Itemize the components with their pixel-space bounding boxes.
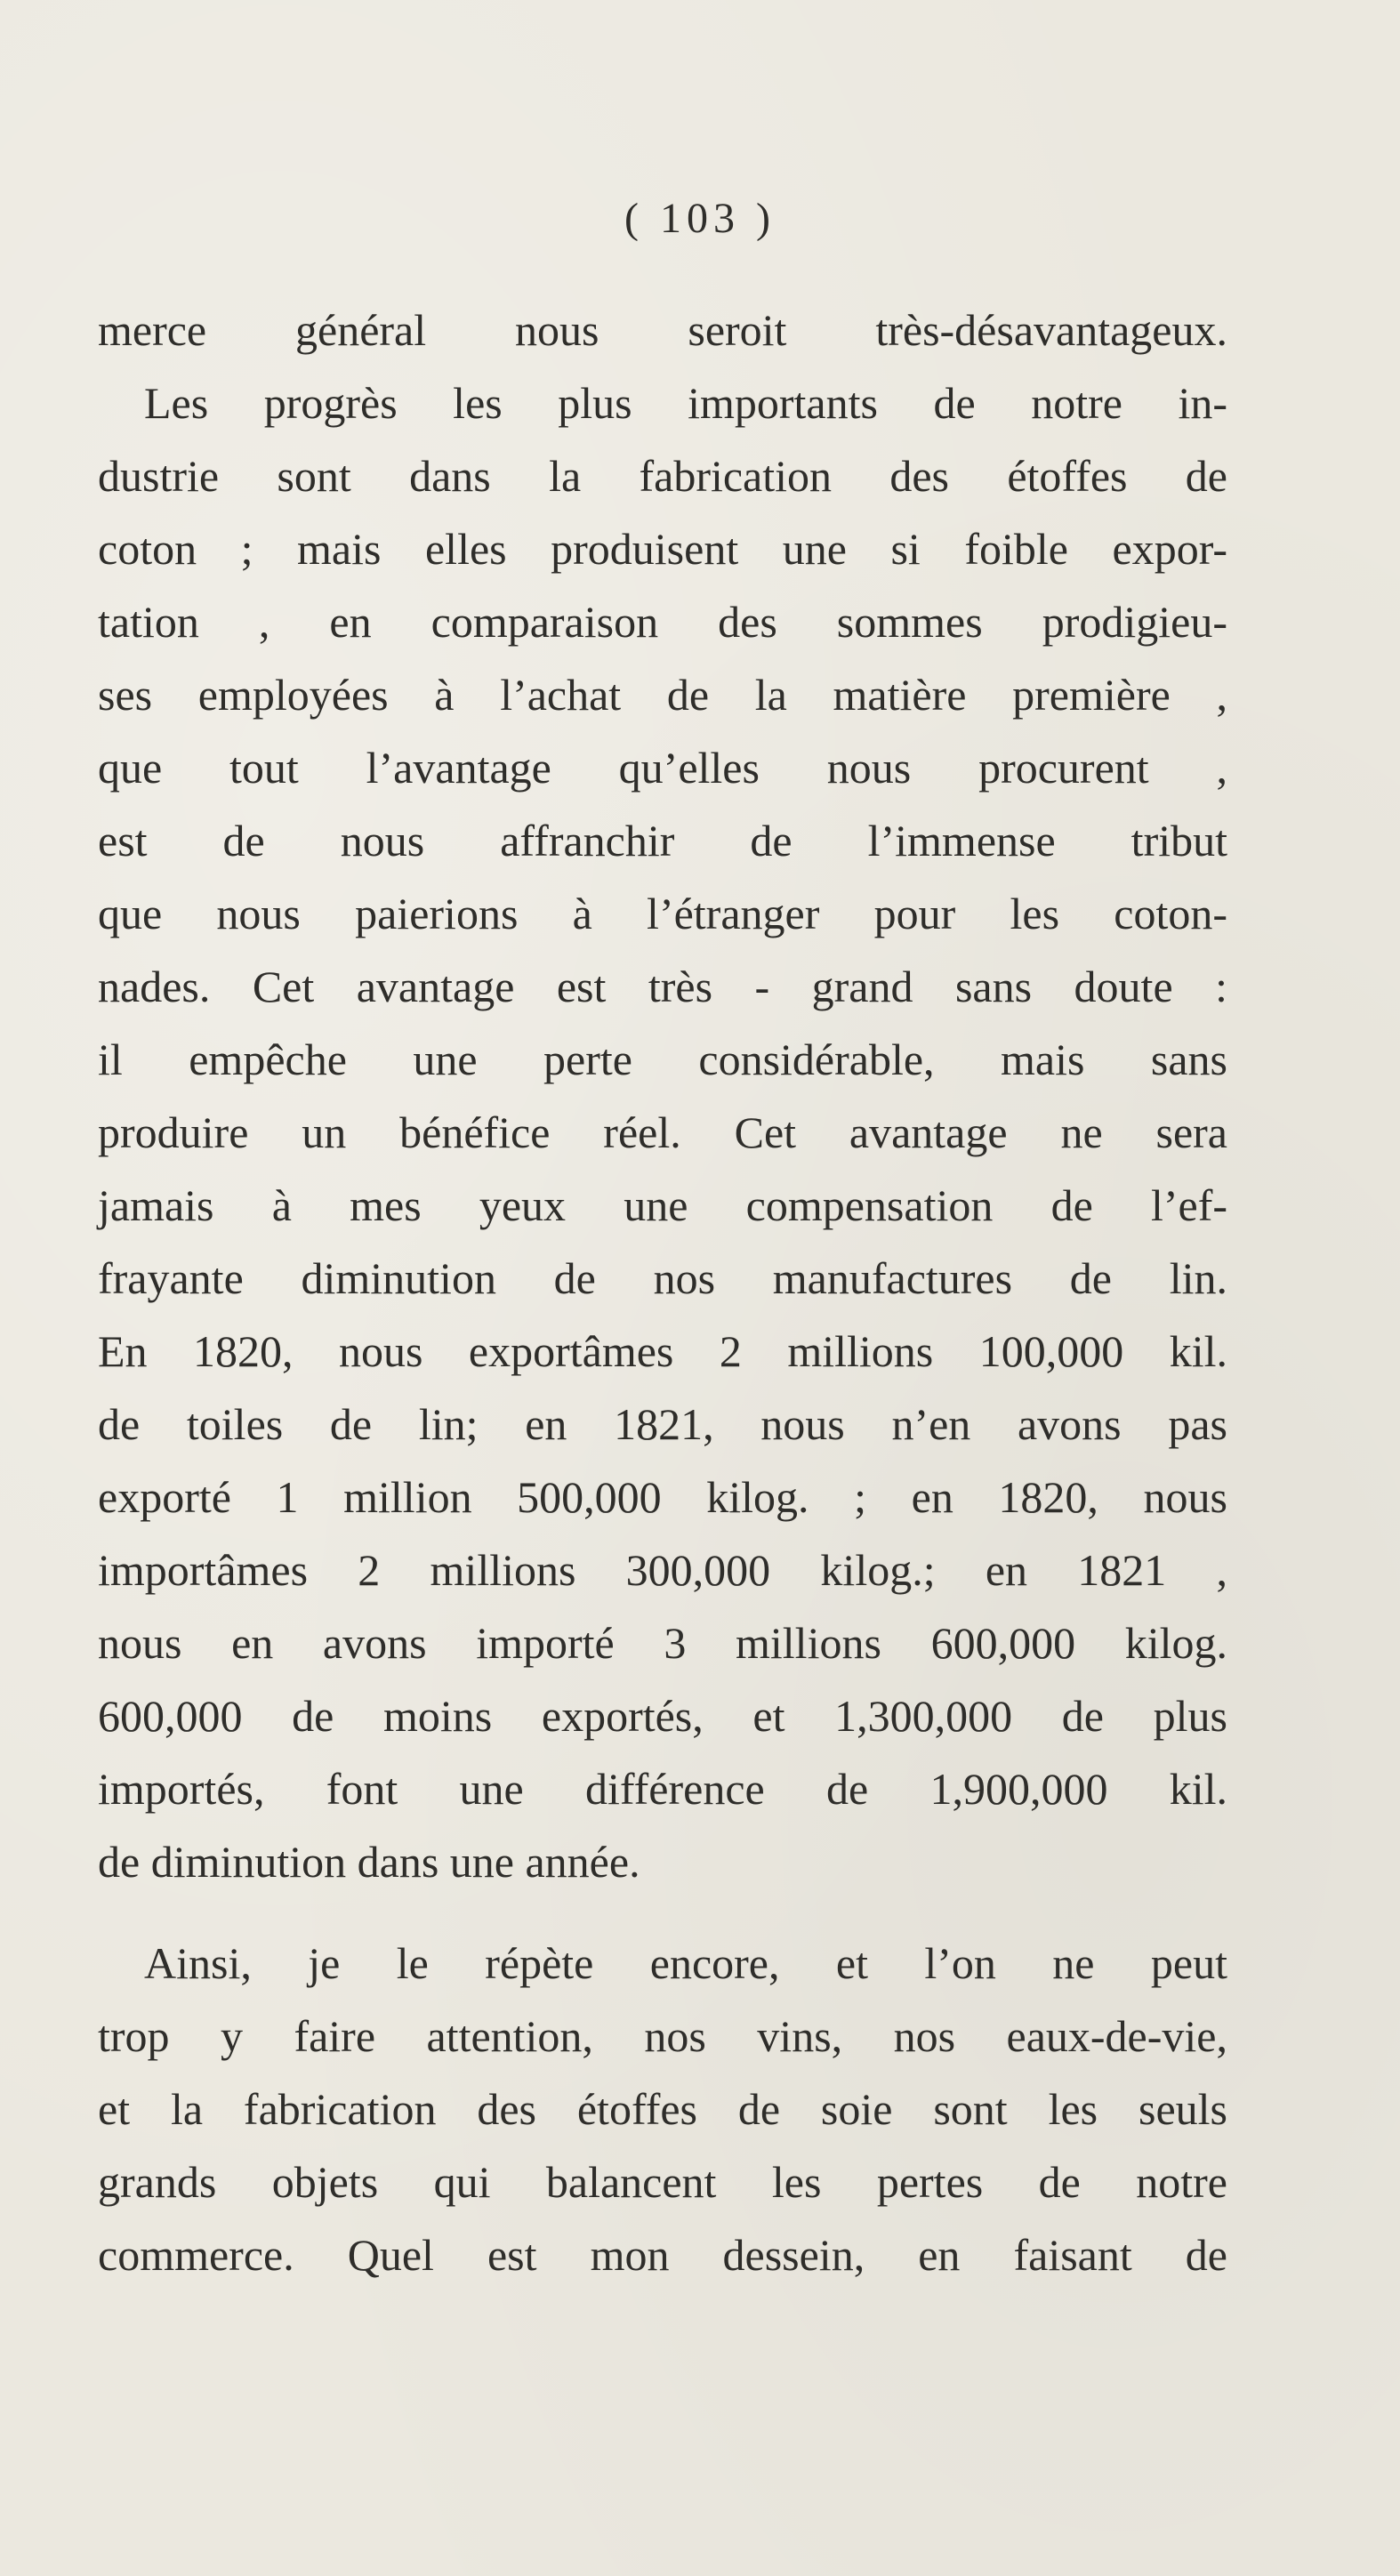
text-line: dustrie sont dans la fabrication des étoffes de (98, 451, 1227, 501)
text-line: frayante diminution de nos manufactures de lin. (98, 1253, 1227, 1303)
text-line: ses employées à l’achat de la matière première , (98, 670, 1227, 720)
text-line: grands objets qui balancent les pertes de notre (98, 2157, 1227, 2207)
text-line: nades. Cet avantage est très - grand sans doute : (98, 962, 1227, 1011)
text-line: que nous paierions à l’étranger pour les coton- (98, 889, 1227, 938)
text-line: de diminution dans une année. (98, 1837, 640, 1887)
text-line: importâmes 2 millions 300,000 kilog.; en 1821 , (98, 1545, 1227, 1595)
text-line: il empêche une perte considérable, mais sans (98, 1034, 1227, 1084)
text-line: jamais à mes yeux une compensation de l’ef- (98, 1180, 1227, 1230)
text-line: tation , en comparaison des sommes prodigieu- (98, 597, 1227, 647)
text-line: En 1820, nous exportâmes 2 millions 100,000 kil. (98, 1326, 1227, 1376)
text-line: est de nous affranchir de l’immense tribut (98, 816, 1227, 865)
text-line: coton ; mais elles produisent une si foible expor- (98, 524, 1227, 574)
paragraph-gap (98, 1898, 1227, 1927)
text-line: que tout l’avantage qu’elles nous procurent , (98, 743, 1227, 793)
text-line: importés, font une différence de 1,900,000 kil. (98, 1764, 1227, 1814)
text-line: trop y faire attention, nos vins, nos eaux-de-vie, (98, 2011, 1227, 2061)
text-line: Ainsi, je le répète encore, et l’on ne peut (144, 1938, 1227, 1988)
text-line: 600,000 de moins exportés, et 1,300,000 de plus (98, 1691, 1227, 1741)
text-line: nous en avons importé 3 millions 600,000 kilog. (98, 1618, 1227, 1668)
text-line: de toiles de lin; en 1821, nous n’en avons pas (98, 1399, 1227, 1449)
text-line: produire un bénéfice réel. Cet avantage ne sera (98, 1107, 1227, 1157)
text-line: merce général nous seroit très-désavantageux. (98, 305, 1227, 355)
body-text (98, 294, 1227, 2291)
text-line: commerce. Quel est mon dessein, en faisant de (98, 2230, 1227, 2280)
text-line: Les progrès les plus importants de notre in- (144, 378, 1227, 428)
text-line: et la fabrication des étoffes de soie sont les seuls (98, 2084, 1227, 2134)
page-number: ( 103 ) (624, 195, 776, 242)
text-line: exporté 1 million 500,000 kilog. ; en 1820, nous (98, 1472, 1227, 1522)
